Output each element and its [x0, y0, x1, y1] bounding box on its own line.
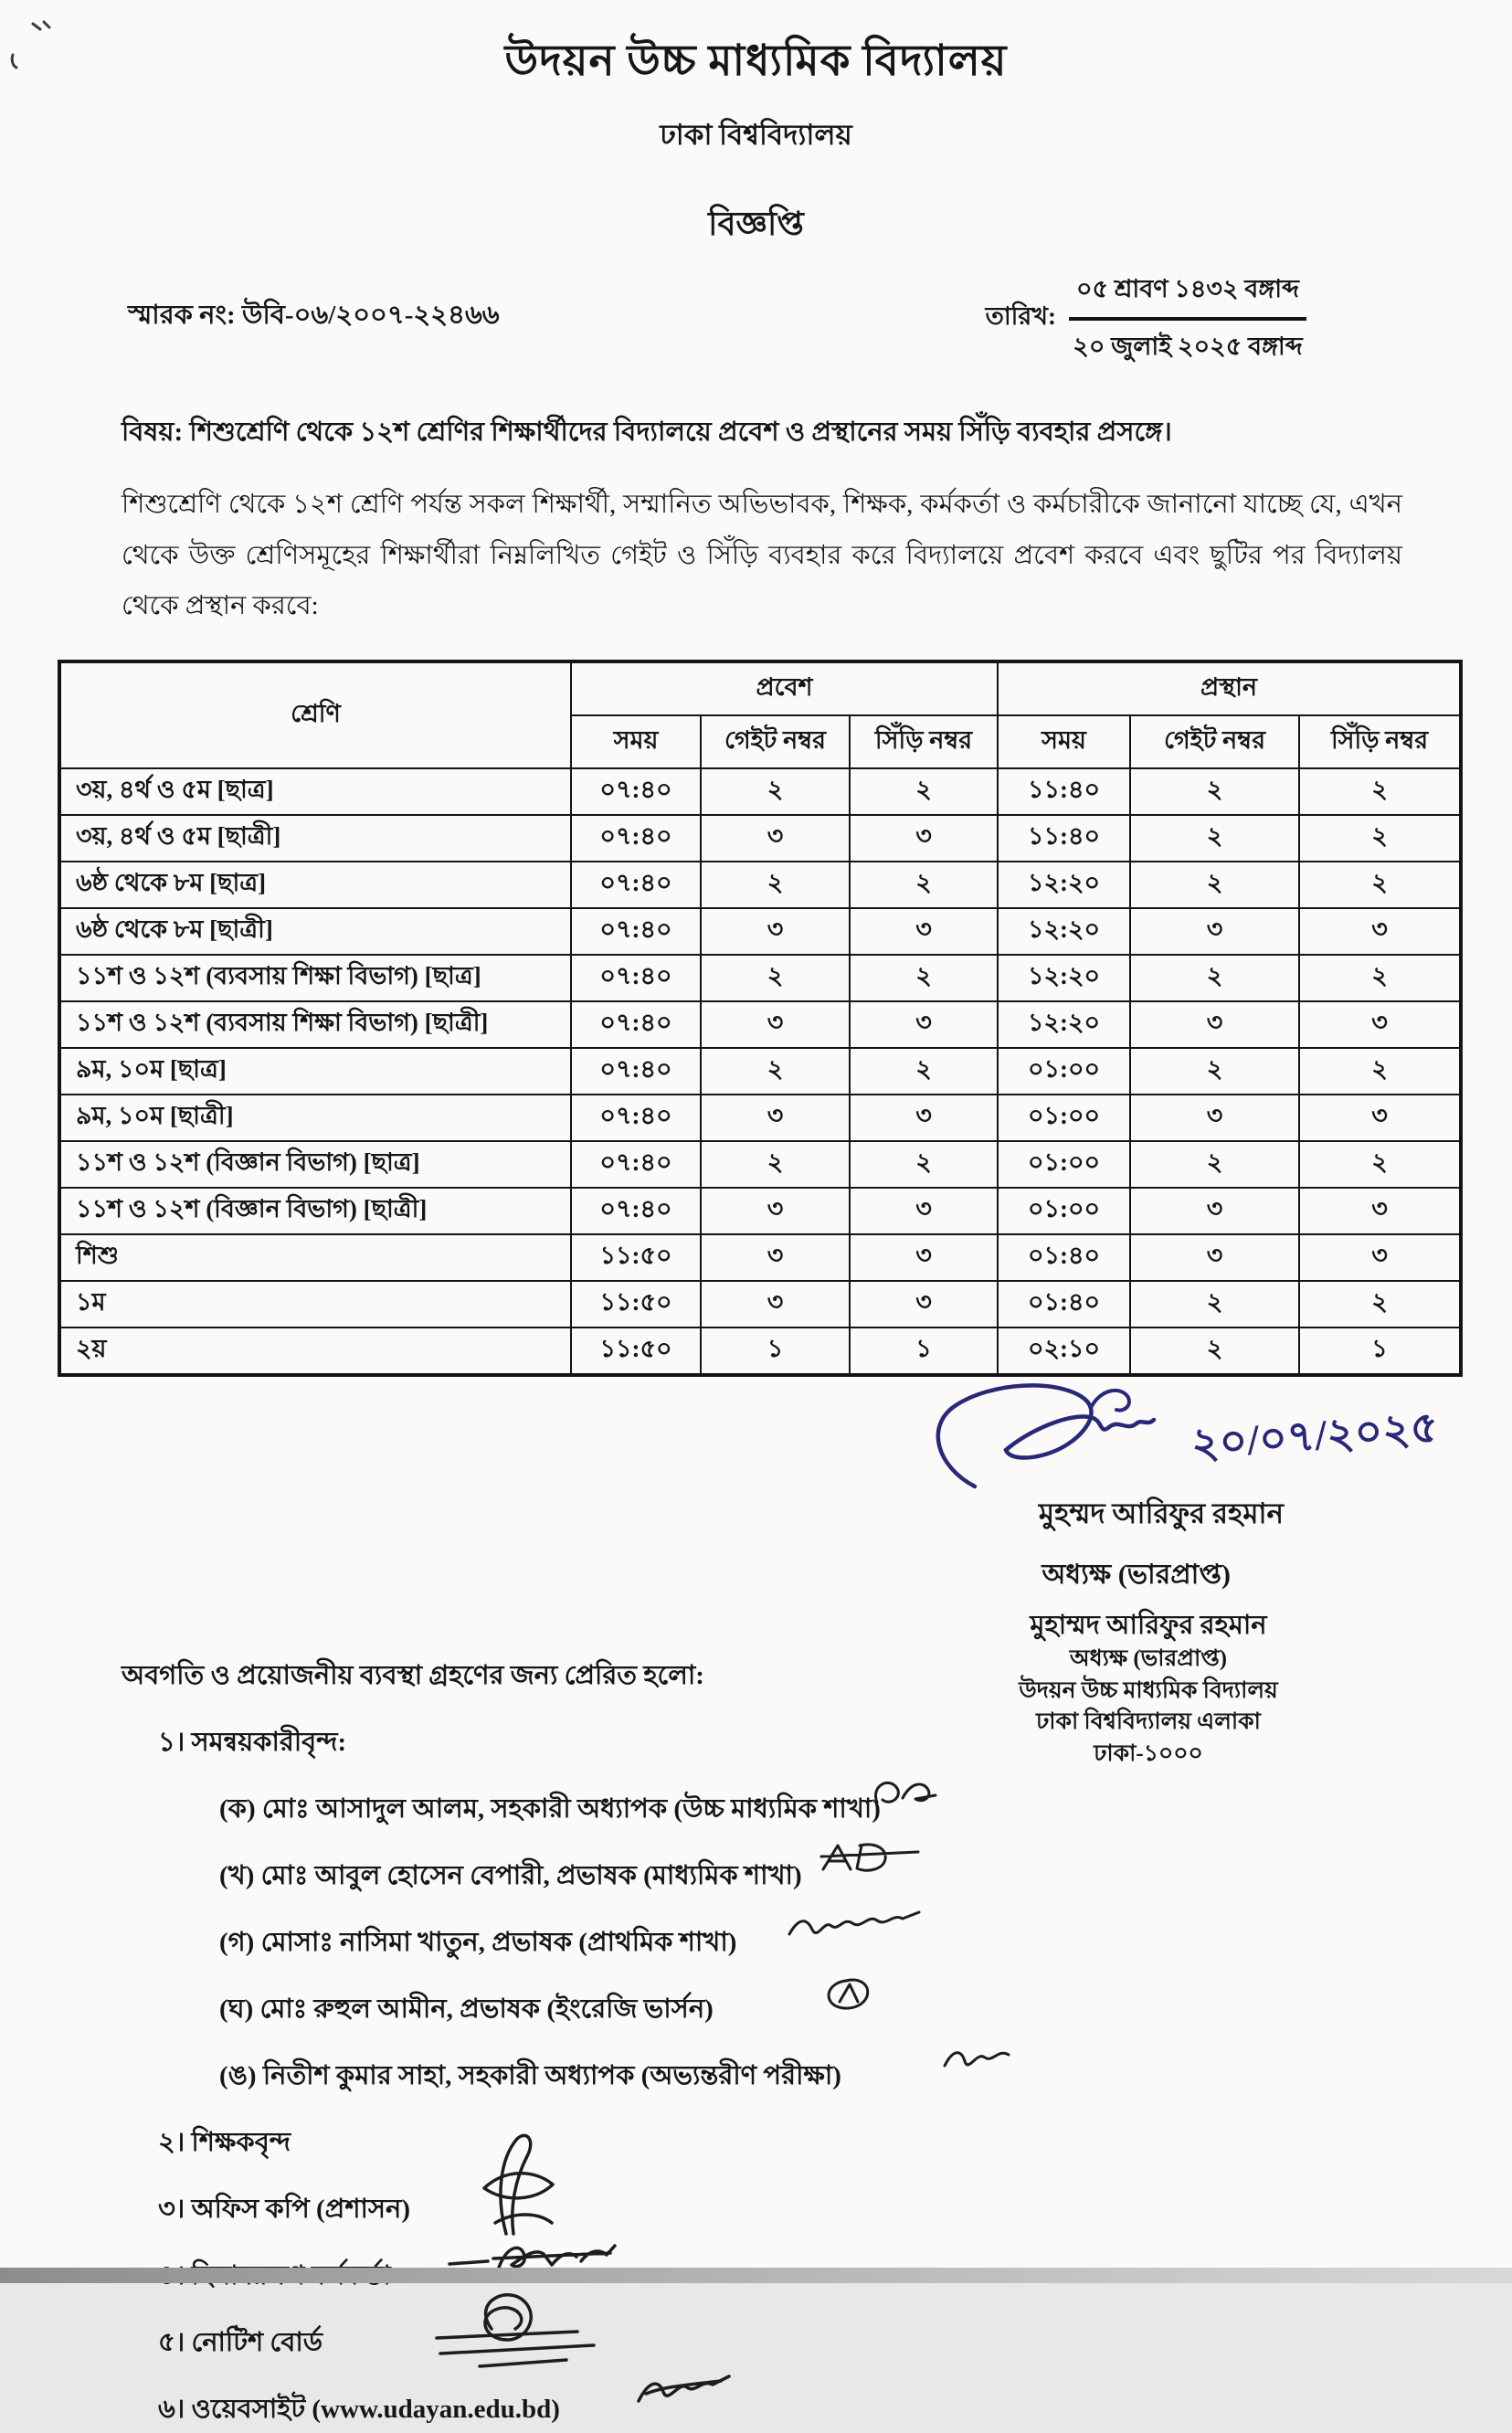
memo-number: স্মারক নং: উবি-০৬/২০০৭-২২৪৬৬	[128, 301, 500, 330]
entry-stair-cell: ৩	[850, 1281, 998, 1328]
initial-signature-c	[786, 1909, 923, 1941]
entry-stair-cell: ৩	[850, 908, 998, 955]
exit-gate-cell: ২	[1130, 1141, 1299, 1188]
table-row	[59, 1048, 1461, 1095]
table-row	[59, 768, 1461, 815]
table-row	[59, 908, 1461, 955]
list-item-notice-board	[122, 2322, 1512, 2366]
table-row	[59, 1234, 1461, 1281]
header-entry-gate: গেইট নম্বর	[701, 715, 850, 768]
exit-time-cell: ০১:০০	[998, 1095, 1130, 1141]
exit-stair-cell: ২	[1299, 1048, 1461, 1095]
table-row	[59, 1281, 1461, 1328]
stamp-postcode: ঢাকা-১০০০	[1094, 1740, 1203, 1766]
initial-signature-e	[941, 2042, 1014, 2073]
entry-time-cell: ০৭:৪০	[571, 768, 701, 815]
entry-gate-cell: ২	[701, 1141, 850, 1188]
exit-gate-cell: ৩	[1130, 1188, 1299, 1234]
list-item-coordinator-a	[122, 1788, 1512, 1833]
date-bangla: ০৫ শ্রাবণ ১৪৩২ বঙ্গাব্দ	[1069, 270, 1306, 321]
entry-stair-cell: ২	[850, 862, 998, 908]
table-row	[59, 862, 1461, 908]
header-exit-stair: সিঁড়ি নম্বর	[1299, 715, 1461, 768]
exit-gate-cell: ৩	[1130, 1001, 1299, 1048]
website-signature	[633, 2372, 734, 2412]
list-item-text: ৬। ওয়েবসাইট (www.udayan.edu.bd)	[158, 2395, 560, 2425]
signatory-designation: অধ্যক্ষ (ভারপ্রাপ্ত)	[1041, 1560, 1231, 1591]
entry-gate-cell: ২	[701, 768, 850, 815]
header-class: শ্রেণি	[59, 661, 571, 768]
entry-stair-cell: ২	[850, 1048, 998, 1095]
signatory-name: মুহম্মদ আরিফুর রহমান	[1038, 1497, 1284, 1530]
stamp-designation: অধ্যক্ষ (ভারপ্রাপ্ত)	[1069, 1646, 1228, 1672]
header-exit-time: সময়	[998, 715, 1130, 768]
exit-time-cell: ০১:৪০	[998, 1234, 1130, 1281]
exit-time-cell: ০১:০০	[998, 1048, 1130, 1095]
list-item-text: (ঘ) মোঃ রুহুল আমীন, প্রভাষক (ইংরেজি ভার্সন)	[219, 1994, 714, 2025]
header-exit-group: প্রস্থান	[998, 661, 1461, 715]
entry-time-cell: ০৭:৪০	[571, 1048, 701, 1095]
subject-line: বিষয়: শিশুশ্রেণি থেকে ১২শ শ্রেণির শিক্ষার্থীদের বিদ্যালয়ে প্রবেশ ও প্রস্থানের সময় সিঁড়ি ব্যবহার প্রসঙ্গে।	[122, 418, 1172, 447]
exit-gate-cell: ২	[1130, 1048, 1299, 1095]
table-row	[59, 955, 1461, 1001]
list-item-text: ২। শিক্ষকবৃন্দ	[158, 2128, 291, 2158]
distribution-list	[122, 1655, 1512, 2433]
entry-gate-cell: ৩	[701, 1281, 850, 1328]
entry-time-cell: ১১:৫০	[571, 1328, 701, 1375]
exit-time-cell: ১২:২০	[998, 1001, 1130, 1048]
class-name-cell: ৯ম, ১০ম [ছাত্র]	[59, 1048, 571, 1095]
exit-gate-cell: ২	[1130, 862, 1299, 908]
entry-stair-cell: ৩	[850, 1095, 998, 1141]
exit-gate-cell: ২	[1130, 1281, 1299, 1328]
list-item-coordinator-d	[122, 1988, 1512, 2033]
list-item-website	[122, 2388, 1512, 2433]
entry-gate-cell: ২	[701, 862, 850, 908]
date-label: তারিখ:	[985, 302, 1056, 330]
list-item-coordinators	[122, 1721, 1512, 1766]
table-row	[59, 1095, 1461, 1141]
class-name-cell: ৬ষ্ঠ থেকে ৮ম [ছাত্র]	[59, 862, 571, 908]
entry-gate-cell: ৩	[701, 815, 850, 862]
entry-gate-cell: ৩	[701, 1234, 850, 1281]
stamp-name: মুহাম্মদ আরিফুর রহমান	[1030, 1611, 1267, 1641]
school-name: উদয়ন উচ্চ মাধ্যমিক বিদ্যালয়	[504, 37, 1008, 85]
exit-time-cell: ০২:১০	[998, 1328, 1130, 1375]
exit-gate-cell: ২	[1130, 815, 1299, 862]
entry-gate-cell: ২	[701, 955, 850, 1001]
class-name-cell: ১ম	[59, 1281, 571, 1328]
entry-stair-cell: ২	[850, 1141, 998, 1188]
exit-gate-cell: ৩	[1130, 908, 1299, 955]
class-name-cell: ১১শ ও ১২শ (ব্যবসায় শিক্ষা বিভাগ) [ছাত্রী]	[59, 1001, 571, 1048]
body-paragraph: শিশুশ্রেণি থেকে ১২শ শ্রেণি পর্যন্ত সকল শিক্ষার্থী, সম্মানিত অভিভাবক, শিক্ষক, কর্মকর্তা ও কর্মচারীকে জানানো যাচ্ছে যে, এখন থেকে উক্ত শ্রেণিসমূহের শিক্ষার্থীরা নিম্নলিখিত গেইট ও সিঁড়ি ব্যবহার করে বিদ্যালয়ে প্রবেশ করবে এবং ছুটির পর বিদ্যালয় থেকে প্রস্থান করবে:	[122, 490, 1402, 621]
exit-stair-cell: ৩	[1299, 908, 1461, 955]
table-row	[59, 1188, 1461, 1234]
list-item-text: (খ) মোঃ আবুল হোসেন বেপারী, প্রভাষক (মাধ্যমিক শাখা)	[219, 1861, 802, 1891]
office-copy-signature	[466, 2132, 566, 2241]
stamp-area: ঢাকা বিশ্ববিদ্যালয় এলাকা	[1036, 1709, 1261, 1735]
exit-gate-cell: ২	[1130, 955, 1299, 1001]
exit-time-cell: ০১:৪০	[998, 1281, 1130, 1328]
entry-stair-cell: ২	[850, 955, 998, 1001]
exit-time-cell: ০১:০০	[998, 1188, 1130, 1234]
list-item-text: ৩। অফিস কপি (প্রশাসন)	[158, 2195, 411, 2225]
entry-time-cell: ০৭:৪০	[571, 1095, 701, 1141]
list-item-coordinator-e	[122, 2055, 1512, 2100]
entry-time-cell: ০৭:৪০	[571, 1141, 701, 1188]
entry-stair-cell: ৩	[850, 1001, 998, 1048]
pen-corner-marks	[7, 15, 71, 79]
class-name-cell: ২য়	[59, 1328, 571, 1375]
list-item-coordinator-c	[122, 1921, 1512, 1966]
table-row	[59, 1001, 1461, 1048]
initial-signature-b	[818, 1840, 927, 1877]
entry-stair-cell: ১	[850, 1328, 998, 1375]
entry-stair-cell: ৩	[850, 815, 998, 862]
exit-stair-cell: ২	[1299, 955, 1461, 1001]
exit-time-cell: ১১:৪০	[998, 815, 1130, 862]
university-name: ঢাকা বিশ্ববিদ্যালয়	[660, 119, 852, 151]
distribution-intro: অবগতি ও প্রয়োজনীয় ব্যবস্থা গ্রহণের জন্য প্রেরিত হলো:	[122, 1661, 704, 1691]
class-name-cell: ৩য়, ৪র্থ ও ৫ম [ছাত্রী]	[59, 815, 571, 862]
schedule-table	[58, 660, 1463, 1377]
list-item-text: (ক) মোঃ আসাদুল আলম, সহকারী অধ্যাপক (উচ্চ মাধ্যমিক শাখা)	[219, 1794, 881, 1825]
class-name-cell: ৩য়, ৪র্থ ও ৫ম [ছাত্র]	[59, 768, 571, 815]
notice-board-signature	[429, 2281, 598, 2373]
exit-time-cell: ১১:৪০	[998, 768, 1130, 815]
exit-stair-cell: ২	[1299, 1141, 1461, 1188]
entry-gate-cell: ৩	[701, 1095, 850, 1141]
exit-gate-cell: ২	[1130, 1328, 1299, 1375]
exit-stair-cell: ৩	[1299, 1095, 1461, 1141]
entry-stair-cell: ৩	[850, 1234, 998, 1281]
entry-stair-cell: ৩	[850, 1188, 998, 1234]
scan-edge-shadow	[0, 2268, 1512, 2283]
table-row	[59, 815, 1461, 862]
entry-time-cell: ১১:৫০	[571, 1281, 701, 1328]
class-name-cell: ১১শ ও ১২শ (বিজ্ঞান বিভাগ) [ছাত্রী]	[59, 1188, 571, 1234]
list-item-text: ৫। নোটিশ বোর্ড	[158, 2328, 323, 2358]
exit-gate-cell: ৩	[1130, 1234, 1299, 1281]
entry-gate-cell: ১	[701, 1328, 850, 1375]
exit-time-cell: ১২:২০	[998, 955, 1130, 1001]
exit-stair-cell: ২	[1299, 815, 1461, 862]
entry-gate-cell: ৩	[701, 1188, 850, 1234]
list-item-teachers	[122, 2121, 1512, 2166]
entry-gate-cell: ২	[701, 1048, 850, 1095]
signature-date-handwritten: ২০/০৭/২০২৫	[1190, 1403, 1441, 1469]
table-header-row-groups	[59, 661, 1461, 715]
entry-time-cell: ১১:৫০	[571, 1234, 701, 1281]
class-name-cell: ১১শ ও ১২শ (বিজ্ঞান বিভাগ) [ছাত্র]	[59, 1141, 571, 1188]
entry-time-cell: ০৭:৪০	[571, 1188, 701, 1234]
class-name-cell: শিশু	[59, 1234, 571, 1281]
exit-stair-cell: ৩	[1299, 1001, 1461, 1048]
entry-time-cell: ০৭:৪০	[571, 815, 701, 862]
exit-stair-cell: ২	[1299, 768, 1461, 815]
exit-stair-cell: ৩	[1299, 1234, 1461, 1281]
memo-date-row	[128, 270, 1306, 369]
exit-gate-cell: ৩	[1130, 1095, 1299, 1141]
date-gregorian: ২০ জুলাই ২০২৫ বঙ্গাব্দ	[1073, 333, 1303, 360]
exit-time-cell: ১২:২০	[998, 908, 1130, 955]
list-item-text: (গ) মোসাঃ নাসিমা খাতুন, প্রভাষক (প্রাথমিক শাখা)	[219, 1928, 737, 1958]
header-entry-stair: সিঁড়ি নম্বর	[850, 715, 998, 768]
entry-gate-cell: ৩	[701, 1001, 850, 1048]
exit-time-cell: ১২:২০	[998, 862, 1130, 908]
entry-time-cell: ০৭:৪০	[571, 862, 701, 908]
initial-signature-a	[868, 1773, 941, 1814]
exit-gate-cell: ২	[1130, 768, 1299, 815]
list-item-office-copy	[122, 2188, 1512, 2233]
header-exit-gate: গেইট নম্বর	[1130, 715, 1299, 768]
entry-time-cell: ০৭:৪০	[571, 908, 701, 955]
exit-stair-cell: ৩	[1299, 1188, 1461, 1234]
header-entry-time: সময়	[571, 715, 701, 768]
class-name-cell: ৬ষ্ঠ থেকে ৮ম [ছাত্রী]	[59, 908, 571, 955]
exit-stair-cell: ১	[1299, 1328, 1461, 1375]
initial-signature-d	[822, 1975, 877, 2014]
exit-stair-cell: ২	[1299, 1281, 1461, 1328]
notice-title: বিজ্ঞপ্তি	[708, 206, 804, 242]
header-entry-group: প্রবেশ	[571, 661, 998, 715]
date-values	[1069, 270, 1306, 369]
stamp-school: উদয়ন উচ্চ মাধ্যমিক বিদ্যালয়	[1019, 1677, 1278, 1703]
entry-time-cell: ০৭:৪০	[571, 1001, 701, 1048]
date-block	[986, 270, 1306, 369]
exit-stair-cell: ২	[1299, 862, 1461, 908]
table-row	[59, 1328, 1461, 1375]
schedule-table-body	[59, 768, 1461, 1375]
entry-time-cell: ০৭:৪০	[571, 955, 701, 1001]
class-name-cell: ১১শ ও ১২শ (ব্যবসায় শিক্ষা বিভাগ) [ছাত্র]	[59, 955, 571, 1001]
table-row	[59, 1141, 1461, 1188]
list-item-text: (ঙ) নিতীশ কুমার সাহা, সহকারী অধ্যাপক (অভ্যন্তরীণ পরীক্ষা)	[219, 2061, 841, 2091]
class-name-cell: ৯ম, ১০ম [ছাত্রী]	[59, 1095, 571, 1141]
entry-gate-cell: ৩	[701, 908, 850, 955]
exit-time-cell: ০১:০০	[998, 1141, 1130, 1188]
list-item-coordinator-b	[122, 1855, 1512, 1899]
entry-stair-cell: ২	[850, 768, 998, 815]
list-item-text: ১। সমন্বয়কারীবৃন্দ:	[158, 1728, 347, 1758]
